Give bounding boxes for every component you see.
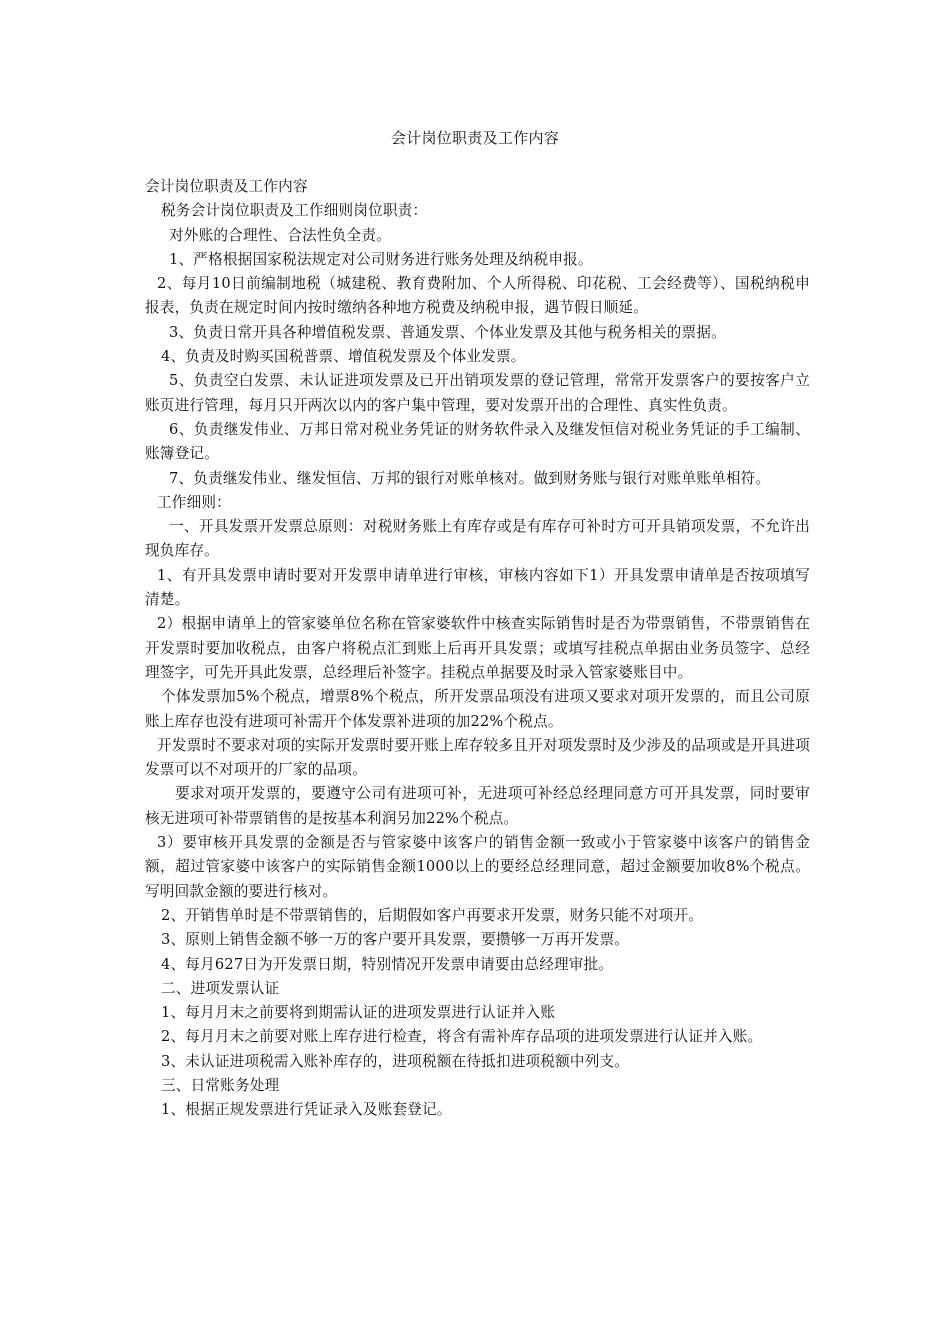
paragraph: 1、有开具发票申请时要对开发票申请单进行审核，审核内容如下1）开具发票申请单是否按项填写清楚。 [145,566,810,609]
paragraph: 开发票时不要求对项的实际开发票时要开账上库存较多且开对项发票时及少涉及的品项或是开具进项发票可以不对项开的厂家的品项。 [145,736,810,779]
paragraph: 3、原则上销售金额不够一万的客户要开具发票，要攒够一万再开发票。 [161,931,630,949]
paragraph: 三、日常账务处理 [161,1076,280,1094]
paragraph: 6、负责继发伟业、万邦日常对税业务凭证的财务软件录入及继发恒信对税业务凭证的手工编制、账簿登记。 [145,420,810,463]
paragraph: 一、开具发票开发票总原则：对税财务账上有库存或是有库存可补时方可开具销项发票，不允许出现负库存。 [145,518,810,560]
paragraph: 7、负责继发伟业、继发恒信、万邦的银行对账单核对。做到财务账与银行对账单账单相符。 [169,469,771,487]
paragraph: 5、负责空白发票、未认证进项发票及已开出销项发票的登记管理，常常开发票客户的要按客户立账页进行管理，每月只开两次以内的客户集中管理，要对发票开出的合理性、真实性负责。 [145,372,810,414]
paragraph: 1、根据正规发票进行凭证录入及账套登记。 [161,1101,452,1119]
paragraph: 2）根据申请单上的管家婆单位名称在管家婆软件中核查实际销售时是否为带票销售，不带票销售在开发票时要加收税点，由客户将税点汇到账上后再开具发票；或填写挂税点单据由业务员签字、总经理签字，可先开具此发票，总经理后补签字。挂税点单据要及时录入管家婆账目中。 [145,615,810,681]
paragraph: 工作细则： [157,493,231,511]
paragraph: 3）要审核开具发票的金额是否与管家婆中该客户的销售金额一致或小于管家婆中该客户的销售金额，超过管家婆中该客户的实际销售金额1000以上的要经总经理同意，超过金额要加收8%个税点。写明回款金额的要进行核对。 [145,834,810,900]
paragraph: 二、进项发票认证 [161,979,280,997]
paragraph: 2、每月月末之前要对账上库存进行检查，将含有需补库存品项的进项发票进行认证并入账。 [161,1028,763,1046]
paragraph: 3、未认证进项税需入账补库存的，进项税额在待抵扣进项税额中列支。 [161,1052,630,1070]
paragraph: 4、负责及时购买国税普票、增值税发票及个体业发票。 [161,348,526,366]
paragraph: 1、严格根据国家税法规定对公司财务进行账务处理及纳税申报。 [169,250,593,268]
paragraph: 2、每月10日前编制地税（城建税、教育费附加、个人所得税、印花税、工会经费等）、国税纳税申报表，负责在规定时间内按时缴纳各种地方税费及纳税申报，遇节假日顺延。 [145,275,810,317]
paragraph: 对外账的合理性、合法性负全责。 [169,226,391,244]
paragraph: 要求对项开发票的，要遵守公司有进项可补，无进项可补经总经理同意方可开具发票，同时要审核无进项可补带票销售的是按基本利润另加22%个税点。 [145,785,810,827]
paragraph: 3、负责日常开具各种增值税发票、普通发票、个体业发票及其他与税务相关的票据。 [169,323,726,341]
paragraph: 4、每月627日为开发票日期，特别情况开发票申请要由总经理审批。 [161,955,614,973]
document-title: 会计岗位职责及工作内容 [390,129,560,147]
paragraph: 个体发票加5%个税点，增票8%个税点，所开发票品项没有进项又要求对项开发票的，而且公司原账上库存也没有进项可补需开个体发票补进项的加22%个税点。 [145,688,810,730]
paragraph-heading: 会计岗位职责及工作内容 [145,178,308,195]
paragraph: 2、开销售单时是不带票销售的，后期假如客户再要求开发票，财务只能不对项开。 [161,906,704,924]
document-body [145,175,810,1123]
paragraph: 1、每月月末之前要将到期需认证的进项发票进行认证并入账 [161,1004,556,1022]
paragraph-subheading: 税务会计岗位职责及工作细则岗位职责： [161,202,428,220]
